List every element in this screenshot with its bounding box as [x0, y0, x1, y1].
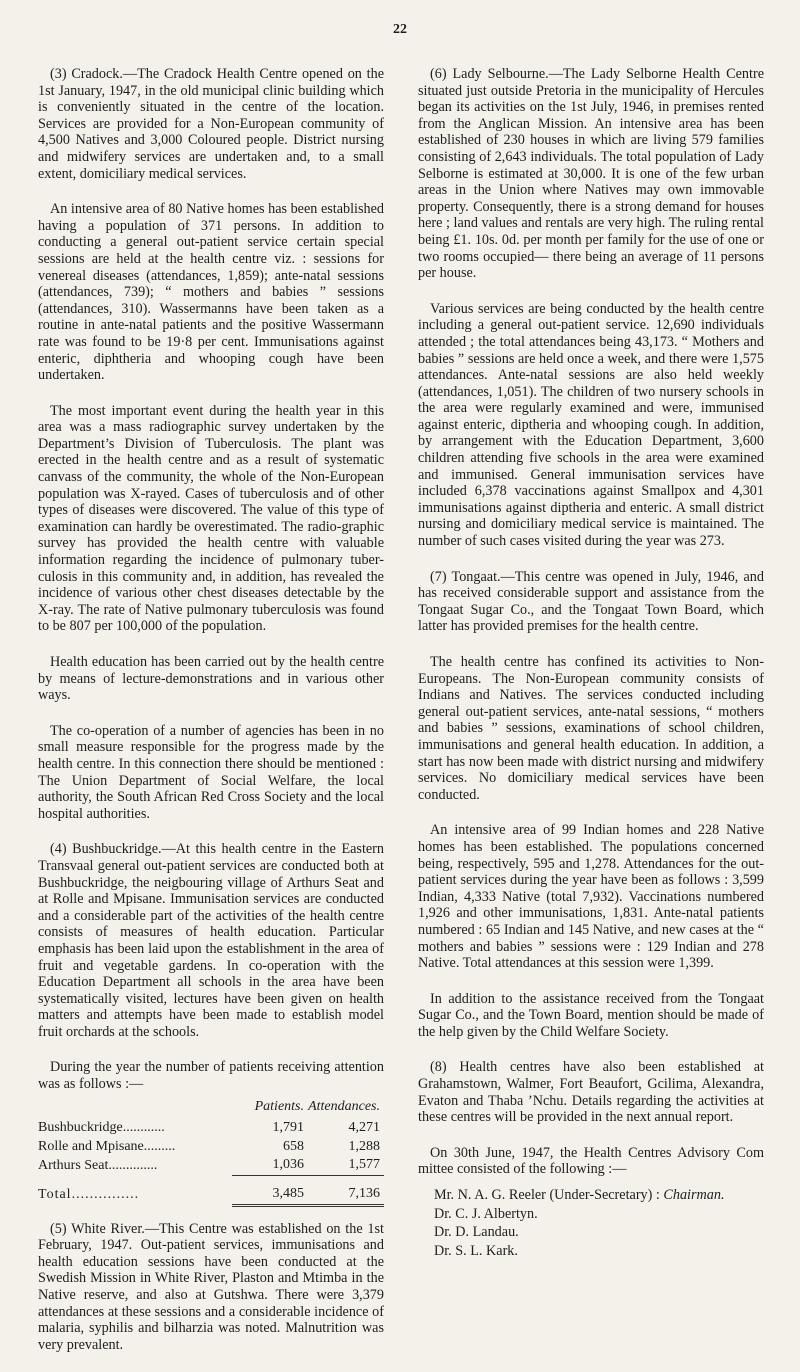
committee-member: Dr. D. Landau. — [434, 1224, 519, 1241]
paragraph-tongaat-intensive-area: An intensive area of 99 Indian homes and 228 Native homes has been established. The populations concerned being, respectively, 595 and 1,278. Attendances for the out-patient services during the year have been as follows : 3,599 Indian, 4,333 Native (total 7,932). Vaccinations numbered 1,926 and other immunisations, 1,831. Ante-natal patients numbered : 65 Indian and 145 Native, and new cases at the “ mothers and babies ” sessions were : 129 Indian and 278 Native. Total attendances at this session were 1,399. — [418, 822, 764, 972]
row-attendances: 4,271 — [348, 1120, 380, 1136]
paragraph-cradock-intensive-area: An intensive area of 80 Native homes has been established having a population of 371 persons. In addition to conducting a general out-patient service certain special sessions are held at the health centre viz. : sessions for venereal diseases (attendances, 1,859); ante-natal sessions (attendances, 739); “ mothers and babies ” sessions (attendances, 310). Wassermanns have been taken as a routine in ante-natal patients and the positive Wassermann rate was found to be 19·8 per cent. Immunisations against enteric, diphtheria and whooping cough have been undertaken. — [38, 201, 384, 384]
paragraph-tongaat-activities: The health centre has confined its activities to Non-Europeans. The Non-European community consists of Indians and Natives. The services conducted including general out-patient services, ante-natal sessions, “ mothers and babies ” sessions, examinations of school children, immunisations and general health education. In addition, a start has now been made with district nursing and midwifery services. No domiciliary medical services have been conducted. — [418, 654, 764, 803]
paragraph-tongaat: (7) Tongaat.—This centre was opened in July, 1946, and has received considerable support and assistance from the Tongaat Sugar Co., and the Tongaat Town Board, which latter has provided premises for the health centre. — [418, 568, 764, 635]
row-label: Bushbuckridge............ — [38, 1120, 165, 1136]
committee-member — [434, 1187, 764, 1204]
row-attendances: 1,577 — [348, 1157, 380, 1173]
right-column — [418, 66, 764, 1261]
patients-table — [38, 1099, 384, 1207]
total-label: Total............... — [38, 1186, 140, 1202]
paragraph-health-education: Health education has been carried out by the health centre by means of lecture-demonstrations and in various other ways. — [38, 654, 384, 704]
paragraph-advisory-committee: On 30th June, 1947, the Health Centres Advisory Com mittee consisted of the following :— — [418, 1144, 764, 1178]
member-role: Chairman. — [663, 1187, 725, 1204]
row-patients: 1,791 — [272, 1120, 304, 1136]
total-patients: 3,485 — [232, 1176, 308, 1206]
committee-members — [434, 1187, 764, 1259]
row-attendances: 1,288 — [348, 1138, 380, 1154]
paragraph-cradock: (3) Cradock.—The Cradock Health Centre opened on the 1st January, 1947, in the old municipal clinic building which is conveniently situated in the centre of the location. Services are provided for a Non-European community of 4,500 Natives and 3,000 Coloured people. District nursing and midwifery services are undertaken and, to a small extent, domiciliary medical services. — [38, 66, 384, 182]
table-header-attendances: Attendances. — [308, 1098, 380, 1114]
table-row — [38, 1138, 384, 1157]
paragraph-patients-intro: During the year the number of patients receiving attention was as follows :— — [38, 1059, 384, 1093]
table-header-patients: Patients. — [254, 1098, 304, 1114]
paragraph-tongaat-assistance: In addition to the assistance received from the Tongaat Sugar Co., and the Town Board, mention should be made of the help given by the Child Welfare Society. — [418, 990, 764, 1040]
page-number: 22 — [393, 22, 407, 37]
table-row — [38, 1156, 384, 1175]
table-row — [38, 1119, 384, 1138]
paragraph-white-river: (5) White River.—This Centre was established on the 1st February, 1947. Out-patient services, immunisations and health education sessions have been conducted at the Swedish Mission in White River, Plaston and Mtimba in the Native reserve, and also at Gutshwa. There were 3,379 attendances at these sessions and a considerable incidence of malaria, syphilis and bilharzia was noted. Malnutrition was very prevalent. — [38, 1220, 384, 1353]
paragraph-lady-selborne: (6) Lady Selbourne.—The Lady Selborne Health Centre situated just outside Pretoria in the municipality of Hercules began its activities on the 1st July, 1946, in premises rented from the Anglican Mission. An intensive area has been established of 230 houses in which are living 579 families consisting of 2,643 individuals. The total population of Lady Selborne is estimated at 30,000. It is one of the few urban areas in the Union where Natives may own immovable property. Consequently, there is a strong demand for houses here ; land values and rentals are very high. The ruling rental being £1. 10s. 0d. per month per family for the use of one or two rooms occupied— there being an average of 11 persons per house. — [418, 66, 764, 282]
table-total-row — [38, 1176, 384, 1206]
left-column — [38, 66, 384, 1372]
paragraph-cooperation: The co-operation of a number of agencies has been in no small measure responsible for the progress made by the health centre. In this connection there should be mentioned : The Union Department of Social Welfare, the local authority, the South African Red Cross Society and the local hospital authorities. — [38, 722, 384, 822]
paragraph-lady-selborne-services: Various services are being conducted by the health centre including a general out-patient service. 12,690 individuals attended ; the total attendances being 43,173. “ Mothers and babies ” sessions are held once a week, and there were 1,575 attendances. Ante-natal sessions are also held weekly (attendances, 1,051). The children of two nursery schools in the area were regularly examined and were, immunised against enteric, diptheria and whooping cough. In addition, by arrangement with the Education Department, 3,600 children attending five schools in the area were examined and immunised. General immunisation services have included 6,378 vaccinations against Smallpox and 4,301 immunisations against diptheria and enteric. A small district nursing and domiciliary medical service is maintained. The number of such cases visited during the year was 273. — [418, 300, 764, 550]
row-label: Arthurs Seat.............. — [38, 1157, 158, 1173]
member-name: Mr. N. A. G. Reeler (Under-Secretary) : — [434, 1187, 660, 1204]
row-patients: 658 — [283, 1138, 304, 1154]
paragraph-other-centres: (8) Health centres have also been established at Grahamstown, Walmer, Fort Beaufort, Gcilima, Alexandra, Evaton and Thaba ’Nchu. Details regarding the activities at these centres will be provided in the next annual report. — [418, 1059, 764, 1126]
paragraph-radiographic-survey: The most important event during the health year in this area was a mass radiographic survey undertaken by the Department’s Division of Tuberculosis. The plant was erected in the health centre and as a result of systematic canvass of the community, the whole of the Non-European population was X-rayed. Cases of tuberculosis and of other types of diseases were discovered. The value of this type of examination can hardly be overestimated. The radio-graphic survey has provided the health centre with valuable information regarding the incidence of pulmonary tuber-culosis in this community and, in addition, has revealed the incidence of various other chest diseases detectable by the X-ray. The rate of Native pulmonary tuberculosis was found to be 807 per 100,000 of the population. — [38, 402, 384, 635]
row-label: Rolle and Mpisane......... — [38, 1138, 176, 1154]
paragraph-bushbuckridge: (4) Bushbuckridge.—At this health centre in the Eastern Transvaal general out-patient services are conducted both at Bushbuckridge, the neigbouring village of Arthurs Seat and at Rolle and Mpisane. Immunisation services are conducted and a considerable part of the activities of the health centre consists of measures of health education. Particular emphasis has been laid upon the establishment in the area of fruit and vegetable gardens. In co-operation with the Education Department all schools in the area have been systematically visited, lectures have been given on health matters and attempts have been made to establish model fruit orchards at the schools. — [38, 841, 384, 1040]
committee-member: Dr. S. L. Kark. — [434, 1242, 518, 1259]
total-attendances: 7,136 — [308, 1176, 384, 1206]
row-patients: 1,036 — [272, 1157, 304, 1173]
committee-member: Dr. C. J. Albertyn. — [434, 1205, 538, 1222]
